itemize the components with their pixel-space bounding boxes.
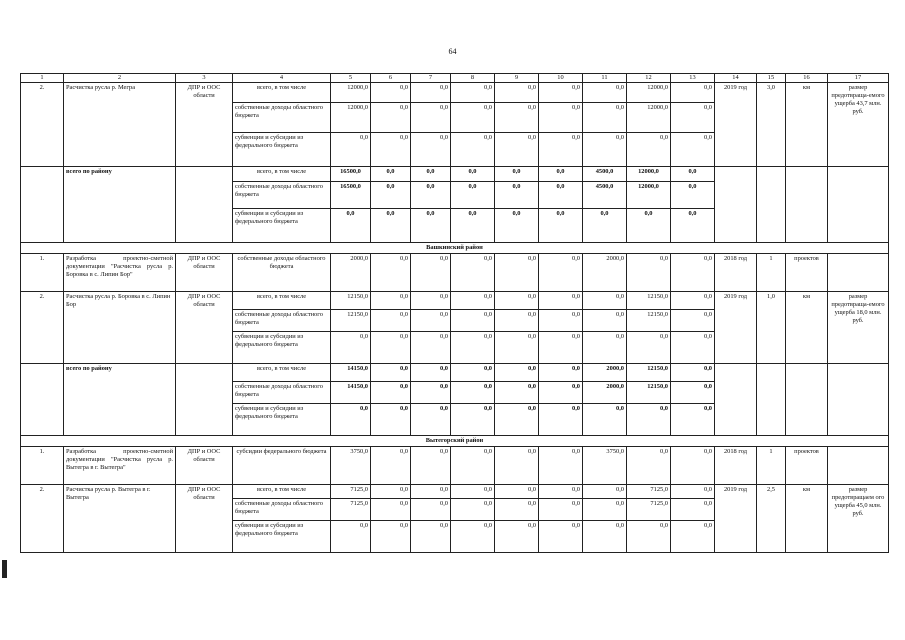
- value-cell: 12150,0: [331, 310, 371, 332]
- funding-label: субвенции и субсидии из федерального бюджета: [233, 404, 331, 436]
- value-cell: 0,0: [539, 167, 583, 182]
- value-cell: 0,0: [583, 103, 627, 133]
- unit-cell: км: [786, 83, 828, 167]
- qty-cell: 1: [757, 447, 786, 485]
- empty-cell: [828, 364, 889, 436]
- value-cell: 0,0: [411, 404, 451, 436]
- value-cell: 0,0: [495, 485, 539, 499]
- value-cell: 0,0: [495, 182, 539, 209]
- table-row: [21, 447, 889, 485]
- value-cell: 0,0: [495, 254, 539, 292]
- value-cell: 0,0: [411, 182, 451, 209]
- value-cell: 0,0: [371, 447, 411, 485]
- value-cell: 0,0: [411, 83, 451, 103]
- value-cell: 0,0: [495, 382, 539, 404]
- value-cell: 0,0: [671, 310, 715, 332]
- value-cell: 0,0: [371, 404, 411, 436]
- value-cell: 0,0: [451, 485, 495, 499]
- value-cell: 0,0: [495, 364, 539, 382]
- empty-cell: [757, 167, 786, 243]
- header-cell: 4: [233, 74, 331, 83]
- value-cell: 0,0: [371, 292, 411, 310]
- value-cell: 0,0: [331, 404, 371, 436]
- funding-label: собственные доходы областного бюджета: [233, 499, 331, 521]
- program-table: [20, 73, 889, 553]
- value-cell: 0,0: [371, 103, 411, 133]
- value-cell: 0,0: [539, 364, 583, 382]
- table-row: [21, 83, 889, 103]
- value-cell: 0,0: [539, 292, 583, 310]
- row-number: 2.: [21, 485, 64, 553]
- value-cell: 0,0: [371, 332, 411, 364]
- district-title: Вашкинский район: [21, 243, 889, 254]
- value-cell: 0,0: [539, 521, 583, 553]
- project-name: Разработка проектно-сметной документации "Расчистка русла р. Боровка в с. Липин Бор": [64, 254, 176, 292]
- value-cell: 3750,0: [583, 447, 627, 485]
- funding-label: всего, в том числе: [233, 292, 331, 310]
- executor: ДПР и ООС области: [176, 254, 233, 292]
- value-cell: 0,0: [539, 404, 583, 436]
- value-cell: 0,0: [411, 209, 451, 243]
- project-name: Расчистка русла р. Вытегра в г. Вытегра: [64, 485, 176, 553]
- value-cell: 0,0: [671, 364, 715, 382]
- value-cell: 0,0: [539, 182, 583, 209]
- scan-edge-mark: [2, 560, 7, 578]
- table-row: [21, 254, 889, 292]
- value-cell: 2000,0: [583, 364, 627, 382]
- district-total-label: всего по району: [64, 364, 176, 436]
- value-cell: 0,0: [583, 83, 627, 103]
- value-cell: 0,0: [371, 310, 411, 332]
- value-cell: 12000,0: [331, 103, 371, 133]
- value-cell: 0,0: [371, 364, 411, 382]
- value-cell: 0,0: [451, 521, 495, 553]
- value-cell: 0,0: [539, 499, 583, 521]
- value-cell: 0,0: [451, 404, 495, 436]
- value-cell: 0,0: [539, 382, 583, 404]
- header-cell: 1: [21, 74, 64, 83]
- value-cell: 0,0: [371, 133, 411, 167]
- value-cell: 0,0: [583, 404, 627, 436]
- value-cell: 0,0: [451, 310, 495, 332]
- value-cell: 7125,0: [331, 499, 371, 521]
- table-row: [21, 292, 889, 310]
- funding-label: всего, в том числе: [233, 485, 331, 499]
- header-cell: 2: [64, 74, 176, 83]
- funding-label: субсидии федерального бюджета: [233, 447, 331, 485]
- value-cell: 0,0: [671, 292, 715, 310]
- value-cell: 16500,0: [331, 167, 371, 182]
- header-cell: 7: [411, 74, 451, 83]
- value-cell: 0,0: [331, 209, 371, 243]
- value-cell: 0,0: [627, 332, 671, 364]
- value-cell: 12000,0: [627, 182, 671, 209]
- row-number: 1.: [21, 254, 64, 292]
- value-cell: 16500,0: [331, 182, 371, 209]
- header-cell: 9: [495, 74, 539, 83]
- value-cell: 0,0: [411, 521, 451, 553]
- funding-label: субвенции и субсидии из федерального бюджета: [233, 332, 331, 364]
- value-cell: 0,0: [451, 103, 495, 133]
- funding-label: собственные доходы областного бюджета: [233, 382, 331, 404]
- header-cell: 3: [176, 74, 233, 83]
- value-cell: 0,0: [451, 254, 495, 292]
- empty-cell: [786, 364, 828, 436]
- value-cell: 0,0: [671, 83, 715, 103]
- executor: ДПР и ООС области: [176, 485, 233, 553]
- value-cell: 0,0: [539, 209, 583, 243]
- note-cell: [828, 447, 889, 485]
- year-cell: 2018 год: [715, 447, 757, 485]
- funding-label: собственные доходы областного бюджета: [233, 254, 331, 292]
- value-cell: 0,0: [671, 103, 715, 133]
- header-cell: 15: [757, 74, 786, 83]
- value-cell: 0,0: [627, 447, 671, 485]
- value-cell: 12150,0: [627, 382, 671, 404]
- value-cell: 0,0: [539, 447, 583, 485]
- value-cell: 7125,0: [627, 499, 671, 521]
- value-cell: 0,0: [371, 521, 411, 553]
- value-cell: 0,0: [495, 83, 539, 103]
- value-cell: 12150,0: [331, 292, 371, 310]
- value-cell: 0,0: [411, 332, 451, 364]
- value-cell: 0,0: [331, 133, 371, 167]
- unit-cell: км: [786, 485, 828, 553]
- value-cell: 0,0: [495, 499, 539, 521]
- value-cell: 0,0: [411, 499, 451, 521]
- section-row: [21, 243, 889, 254]
- value-cell: 0,0: [671, 447, 715, 485]
- value-cell: 0,0: [627, 133, 671, 167]
- value-cell: 0,0: [451, 332, 495, 364]
- value-cell: 0,0: [671, 499, 715, 521]
- value-cell: 0,0: [539, 485, 583, 499]
- value-cell: 7125,0: [627, 485, 671, 499]
- funding-label: всего, в том числе: [233, 83, 331, 103]
- value-cell: 0,0: [495, 447, 539, 485]
- value-cell: 0,0: [331, 521, 371, 553]
- value-cell: 0,0: [451, 133, 495, 167]
- section-row: [21, 436, 889, 447]
- district-total-label: всего по району: [64, 167, 176, 243]
- funding-label: всего, в том числе: [233, 167, 331, 182]
- value-cell: 0,0: [411, 382, 451, 404]
- value-cell: 0,0: [411, 103, 451, 133]
- header-cell: 11: [583, 74, 627, 83]
- executor: ДПР и ООС области: [176, 447, 233, 485]
- empty-cell: [21, 167, 64, 243]
- value-cell: 4500,0: [583, 167, 627, 182]
- project-name: Расчистка русла р. Боровка в с. Липин Бор: [64, 292, 176, 364]
- value-cell: 0,0: [451, 209, 495, 243]
- value-cell: 0,0: [371, 182, 411, 209]
- empty-cell: [828, 167, 889, 243]
- unit-cell: проектов: [786, 447, 828, 485]
- value-cell: 0,0: [627, 404, 671, 436]
- header-cell: 5: [331, 74, 371, 83]
- value-cell: 0,0: [627, 254, 671, 292]
- row-number: 2.: [21, 292, 64, 364]
- empty-cell: [786, 167, 828, 243]
- value-cell: 0,0: [627, 209, 671, 243]
- value-cell: 0,0: [495, 133, 539, 167]
- value-cell: 0,0: [671, 209, 715, 243]
- value-cell: 0,0: [495, 292, 539, 310]
- project-name: Разработка проектно-сметной документации "Расчистка русла р. Вытегра в г. Вытегра": [64, 447, 176, 485]
- empty-cell: [715, 364, 757, 436]
- empty-cell: [715, 167, 757, 243]
- value-cell: 0,0: [583, 485, 627, 499]
- note-cell: [828, 254, 889, 292]
- qty-cell: 2,5: [757, 485, 786, 553]
- value-cell: 3750,0: [331, 447, 371, 485]
- header-cell: 13: [671, 74, 715, 83]
- funding-label: субвенции и субсидии из федерального бюджета: [233, 133, 331, 167]
- value-cell: 0,0: [583, 499, 627, 521]
- table-row: [21, 167, 889, 182]
- value-cell: 0,0: [331, 332, 371, 364]
- value-cell: 12150,0: [627, 364, 671, 382]
- value-cell: 0,0: [451, 382, 495, 404]
- header-cell: 8: [451, 74, 495, 83]
- funding-label: всего, в том числе: [233, 364, 331, 382]
- value-cell: 12000,0: [627, 103, 671, 133]
- funding-label: собственные доходы областного бюджета: [233, 103, 331, 133]
- header-cell: 16: [786, 74, 828, 83]
- value-cell: 0,0: [495, 209, 539, 243]
- year-cell: 2019 год: [715, 292, 757, 364]
- value-cell: 0,0: [539, 332, 583, 364]
- value-cell: 0,0: [671, 167, 715, 182]
- value-cell: 0,0: [495, 103, 539, 133]
- empty-cell: [757, 364, 786, 436]
- value-cell: 0,0: [411, 485, 451, 499]
- funding-label: субвенции и субсидии из федерального бюджета: [233, 209, 331, 243]
- value-cell: 12150,0: [627, 310, 671, 332]
- value-cell: 0,0: [411, 364, 451, 382]
- value-cell: 0,0: [411, 167, 451, 182]
- value-cell: 14150,0: [331, 364, 371, 382]
- value-cell: 0,0: [539, 83, 583, 103]
- value-cell: 0,0: [495, 167, 539, 182]
- unit-cell: проектов: [786, 254, 828, 292]
- value-cell: 0,0: [627, 521, 671, 553]
- unit-cell: км: [786, 292, 828, 364]
- value-cell: 0,0: [671, 521, 715, 553]
- value-cell: 0,0: [671, 133, 715, 167]
- header-cell: 6: [371, 74, 411, 83]
- value-cell: 0,0: [495, 332, 539, 364]
- row-number: 1.: [21, 447, 64, 485]
- value-cell: 0,0: [671, 182, 715, 209]
- value-cell: 0,0: [671, 382, 715, 404]
- value-cell: 0,0: [411, 133, 451, 167]
- value-cell: 0,0: [451, 364, 495, 382]
- header-cell: 12: [627, 74, 671, 83]
- page-number: 64: [448, 47, 457, 56]
- value-cell: 12000,0: [627, 167, 671, 182]
- value-cell: 0,0: [451, 499, 495, 521]
- header-cell: 17: [828, 74, 889, 83]
- year-cell: 2019 год: [715, 485, 757, 553]
- table-row: [21, 364, 889, 382]
- executor: ДПР и ООС области: [176, 83, 233, 167]
- value-cell: 0,0: [371, 167, 411, 182]
- value-cell: 2000,0: [583, 382, 627, 404]
- value-cell: 12000,0: [627, 83, 671, 103]
- value-cell: 0,0: [539, 310, 583, 332]
- qty-cell: 1,0: [757, 292, 786, 364]
- header-cell: 14: [715, 74, 757, 83]
- value-cell: 0,0: [451, 167, 495, 182]
- value-cell: 0,0: [539, 103, 583, 133]
- note-cell: размер предотвраща-емого ущерба 43,7 млн. руб.: [828, 83, 889, 167]
- value-cell: 2000,0: [583, 254, 627, 292]
- header-cell: 10: [539, 74, 583, 83]
- value-cell: 0,0: [411, 292, 451, 310]
- value-cell: 0,0: [539, 254, 583, 292]
- value-cell: 0,0: [411, 310, 451, 332]
- funding-label: собственные доходы областного бюджета: [233, 310, 331, 332]
- value-cell: 0,0: [671, 254, 715, 292]
- value-cell: 0,0: [583, 332, 627, 364]
- table-row: [21, 485, 889, 499]
- value-cell: 0,0: [451, 447, 495, 485]
- value-cell: 0,0: [371, 83, 411, 103]
- value-cell: 0,0: [583, 133, 627, 167]
- value-cell: 0,0: [671, 404, 715, 436]
- value-cell: 14150,0: [331, 382, 371, 404]
- value-cell: 0,0: [671, 485, 715, 499]
- value-cell: 0,0: [371, 382, 411, 404]
- note-cell: размер предотвраща-емого ущерба 18,0 млн. руб.: [828, 292, 889, 364]
- value-cell: 0,0: [451, 83, 495, 103]
- note-cell: размер предотвращаем ого ущерба 45,0 млн. руб.: [828, 485, 889, 553]
- funding-label: собственные доходы областного бюджета: [233, 182, 331, 209]
- value-cell: 0,0: [451, 182, 495, 209]
- value-cell: 0,0: [495, 521, 539, 553]
- district-title: Вытегорский район: [21, 436, 889, 447]
- row-number: 2.: [21, 83, 64, 167]
- value-cell: 0,0: [539, 133, 583, 167]
- value-cell: 0,0: [495, 404, 539, 436]
- value-cell: 0,0: [451, 292, 495, 310]
- value-cell: 0,0: [495, 310, 539, 332]
- value-cell: 0,0: [583, 292, 627, 310]
- header-row: [21, 74, 889, 83]
- empty-cell: [176, 364, 233, 436]
- empty-cell: [21, 364, 64, 436]
- value-cell: 0,0: [671, 332, 715, 364]
- value-cell: 0,0: [371, 499, 411, 521]
- project-name: Расчистка русла р. Мегра: [64, 83, 176, 167]
- value-cell: 7125,0: [331, 485, 371, 499]
- value-cell: 0,0: [411, 254, 451, 292]
- executor: ДПР и ООС области: [176, 292, 233, 364]
- value-cell: 0,0: [371, 254, 411, 292]
- value-cell: 0,0: [371, 209, 411, 243]
- qty-cell: 1: [757, 254, 786, 292]
- value-cell: 0,0: [583, 209, 627, 243]
- qty-cell: 3,0: [757, 83, 786, 167]
- value-cell: 0,0: [371, 485, 411, 499]
- year-cell: 2018 год: [715, 254, 757, 292]
- value-cell: 0,0: [411, 447, 451, 485]
- empty-cell: [176, 167, 233, 243]
- value-cell: 12150,0: [627, 292, 671, 310]
- value-cell: 0,0: [583, 521, 627, 553]
- value-cell: 12000,0: [331, 83, 371, 103]
- year-cell: 2019 год: [715, 83, 757, 167]
- value-cell: 0,0: [583, 310, 627, 332]
- funding-label: субвенции и субсидии из федерального бюджета: [233, 521, 331, 553]
- value-cell: 4500,0: [583, 182, 627, 209]
- value-cell: 2000,0: [331, 254, 371, 292]
